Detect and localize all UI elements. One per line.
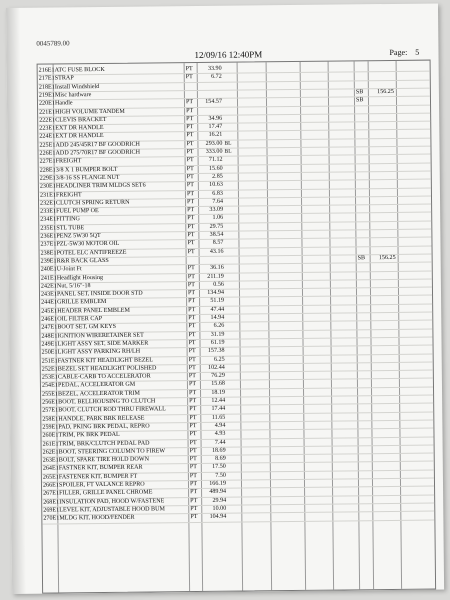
- item-price: 18.69: [211, 447, 226, 454]
- item-description: BOOT, CLUTCH ROD THRU FIREWALL: [58, 406, 166, 414]
- line-number: 233E1: [40, 208, 57, 215]
- item-description: FILLER, GRILLE PANEL CHROME: [59, 489, 153, 497]
- item-price: 18.19: [211, 389, 226, 396]
- item-price: 6.26: [213, 323, 225, 330]
- unit-code: PT: [188, 323, 196, 330]
- unit-code: PT: [190, 505, 198, 512]
- line-number: 253E1: [41, 374, 58, 381]
- line-number: 216E1: [38, 67, 55, 74]
- unit-code: PT: [189, 398, 197, 405]
- item-price: 7.44: [214, 439, 226, 446]
- item-price: 8.69: [215, 455, 226, 462]
- item-description: HEADER PANEL EMBLEM: [57, 307, 130, 315]
- item-description: LIGHT ASSY PARKING RH/LH: [57, 348, 141, 356]
- unit-code: PT: [186, 173, 194, 181]
- item-price: 47.44: [210, 306, 225, 313]
- item-description: STRAP: [54, 75, 74, 82]
- item-price: 293.00: [205, 140, 223, 147]
- unit-code: PT: [188, 364, 196, 371]
- line-number: 269E1: [43, 507, 60, 514]
- item-price: 71.12: [208, 157, 223, 164]
- item-description: TRIM, PK BRK PEDAL: [58, 432, 120, 439]
- line-number: 222E1: [39, 117, 56, 124]
- item-description: Nut, 5/16"-18: [56, 282, 91, 290]
- item-price: 31.19: [210, 331, 225, 338]
- item-description: FASTNER KIT, BUMPER REAR: [58, 464, 143, 472]
- unit-code: PT: [190, 497, 198, 504]
- unit-code: PT: [189, 431, 197, 438]
- line-number: 231E1: [39, 191, 56, 199]
- line-number: 249E1: [41, 341, 58, 348]
- item-price: 17.50: [212, 464, 226, 471]
- unit-code: PT: [185, 99, 194, 106]
- item-price: 61.19: [210, 339, 225, 346]
- item-price: 29.94: [212, 497, 227, 504]
- unit-code: PT: [189, 456, 197, 463]
- line-number: 218E1: [38, 84, 55, 91]
- line-number: 247E1: [41, 324, 58, 331]
- item-price: 43.16: [209, 248, 224, 255]
- item-price: 154.57: [205, 98, 223, 106]
- unit-code: PT: [189, 422, 197, 429]
- unit-code: PT: [188, 348, 196, 355]
- line-number: 259E1: [42, 424, 59, 431]
- unit-code: PT: [186, 190, 195, 197]
- unit-code: PT: [188, 373, 197, 380]
- item-description: HANDLE, PARK BRK RELEASE: [58, 415, 145, 423]
- unit-code: PT: [186, 149, 194, 156]
- unit-code: PT: [187, 232, 195, 239]
- line-number: 267E1: [43, 490, 60, 497]
- unit-code: PT: [188, 298, 196, 305]
- line-number: 244E1: [41, 299, 58, 307]
- line-items-table: [37, 60, 437, 594]
- item-price: 6.72: [211, 74, 222, 81]
- line-number: 229E1: [39, 175, 56, 182]
- item-price: 6.83: [212, 190, 223, 197]
- unit-code: PT: [188, 356, 196, 363]
- item-price: 17.47: [208, 123, 223, 130]
- unit-code: PT: [187, 207, 195, 214]
- line-number: 236E1: [40, 233, 57, 240]
- bl-flag: BL: [224, 140, 232, 147]
- line-number: 232E1: [40, 200, 57, 207]
- item-description: Misc hardware: [54, 92, 92, 99]
- line-number: 228E1: [39, 167, 56, 174]
- item-description: SPOILER, FT VALANCE REPRO: [58, 481, 145, 489]
- line-number: 243E1: [40, 291, 57, 298]
- item-price: 16.21: [208, 132, 223, 139]
- item-description: STL TUBE: [56, 224, 85, 232]
- line-number: 238E1: [40, 250, 57, 257]
- item-description: PEDAL, ACCELERATOR GM: [57, 382, 136, 389]
- item-price: 29.75: [209, 223, 224, 230]
- unit-code: PT: [186, 157, 194, 164]
- line-number: 251E1: [41, 357, 58, 365]
- line-number: 258E1: [42, 416, 59, 423]
- item-description: U-Joint Ft: [56, 266, 82, 273]
- item-price: 4.94: [214, 422, 226, 429]
- item-price: 33.90: [207, 65, 222, 72]
- line-number: 241E1: [40, 274, 57, 282]
- item-price: 104.94: [209, 513, 227, 521]
- line-number: 265E1: [42, 474, 59, 481]
- unit-code: PT: [187, 281, 196, 288]
- line-number: 242E1: [40, 283, 57, 290]
- item-price: 36.16: [209, 264, 224, 272]
- item-description: R&R BACK GLASS: [56, 257, 109, 265]
- item-description: Install Windshield: [54, 83, 100, 91]
- item-price: 166.19: [209, 480, 227, 487]
- unit-code: PT: [189, 481, 198, 488]
- line-number: 250E1: [41, 349, 58, 356]
- item-description: BEZEL, ACCELERATOR TRIM: [58, 390, 140, 398]
- line-number: 227E1: [39, 158, 56, 165]
- item-description: Handle: [54, 100, 73, 107]
- unit-code: PT: [186, 124, 194, 131]
- item-description: PANEL SET, INSIDE DOOR STD: [56, 290, 143, 298]
- unit-code: PT: [186, 182, 195, 189]
- unit-code: PT: [187, 240, 195, 247]
- item-description: FREIGHT: [55, 158, 82, 165]
- unit-code: PT: [187, 290, 196, 297]
- line-number: 239E1: [40, 258, 57, 265]
- item-description: FITTING: [56, 216, 80, 223]
- item-description: BOOT SET, GM KEYS: [57, 324, 117, 331]
- unit-code: PT: [186, 115, 194, 122]
- sb-flag: SB: [355, 89, 364, 96]
- line-number: 245E1: [41, 308, 58, 315]
- print-datetime: 12/09/16 12:40PM: [194, 49, 263, 61]
- sb-flag: SB: [357, 255, 366, 262]
- unit-code: PT: [187, 198, 195, 205]
- line-number: 254E1: [41, 382, 58, 390]
- page-label: Page:: [389, 47, 408, 57]
- unit-code: PT: [187, 223, 195, 230]
- item-description: POTEL ELC ANTIFREEZE: [56, 249, 127, 257]
- item-description: MLDG KIT, HOOD/FENDER: [59, 514, 135, 522]
- item-price: 333.00: [205, 148, 223, 155]
- item-description: EXT DR HANDLE: [55, 133, 104, 140]
- unit-code: PT: [186, 132, 194, 139]
- item-description: 3/8-16 SS FLANGE NUT: [55, 174, 120, 182]
- item-description: BOLT, SPARE TIRE HOLD DOWN: [58, 456, 150, 464]
- unit-code: PT: [186, 165, 194, 172]
- item-description: INSULATION PAD, HOOD W/FASTENE: [59, 497, 165, 506]
- item-description: Headlight Housing: [56, 274, 104, 281]
- line-number: 262E1: [42, 449, 59, 456]
- line-number: 252E1: [41, 366, 58, 373]
- item-description: HIGH VOLUME TANDEM: [55, 108, 125, 115]
- line-number: 219E1: [38, 92, 55, 99]
- unit-code: PT: [189, 472, 198, 479]
- line-number: 268E1: [43, 499, 60, 506]
- unit-code: PT: [188, 381, 197, 388]
- item-description: BOOT, STEERING COLUMN TO FIREW: [58, 448, 166, 456]
- item-price: 489.94: [209, 489, 227, 496]
- line-number: 235E1: [40, 225, 57, 232]
- item-description: ATC FUSE BLOCK: [54, 66, 105, 74]
- item-description: LIGHT ASSY SET, SIDE MARKER: [57, 340, 149, 348]
- item-description: GRILLE EMBLEM: [57, 299, 107, 306]
- line-number: 257E1: [42, 407, 59, 414]
- line-number: 226E1: [39, 150, 56, 157]
- unit-code: PT: [187, 265, 195, 272]
- item-description: CABLE-CARB TO ACCELERATOR: [57, 373, 151, 381]
- line-number: 221E1: [39, 108, 56, 116]
- unit-code: PT: [189, 447, 197, 454]
- item-description: FREIGHT: [55, 191, 82, 198]
- line-number: 223E1: [39, 125, 56, 132]
- item-price: 38.54: [209, 231, 224, 238]
- item-price: 7.50: [215, 472, 226, 479]
- line-number: 230E1: [39, 183, 56, 190]
- item-description: PZL-5W30 MOTOR OIL: [56, 241, 120, 248]
- line-number: 225E1: [39, 142, 56, 149]
- page-number: 5: [415, 47, 420, 57]
- item-price: 10.00: [212, 505, 227, 512]
- item-price: 7.64: [212, 198, 224, 205]
- item-price: 15.68: [211, 381, 225, 388]
- item-price: 8.57: [212, 240, 224, 247]
- document-page: [6, 3, 444, 593]
- item-price: 2.85: [212, 173, 223, 180]
- item-price: 11.65: [211, 414, 226, 421]
- unit-code: PT: [189, 406, 197, 413]
- item-price: 4.93: [214, 430, 226, 438]
- sb-flag: SB: [355, 97, 364, 104]
- unit-code: PT: [186, 107, 194, 114]
- item-description: FASTNER KIT HEADLIGHT BEZEL: [57, 356, 154, 364]
- item-description: BOOT, BELLHOUSING TO CLUTCH: [58, 398, 156, 406]
- unit-code: PT: [189, 464, 197, 471]
- bl-flag: BL: [224, 148, 232, 155]
- unit-code: PT: [185, 74, 193, 81]
- item-price: 10.63: [209, 181, 223, 189]
- item-price: 1.06: [212, 215, 224, 222]
- item-price: 12.44: [211, 397, 226, 404]
- unit-code: PT: [188, 315, 196, 322]
- item-price: 34.96: [208, 115, 223, 122]
- item-price: 76.29: [211, 372, 225, 379]
- line-number: 256E1: [42, 399, 59, 406]
- unit-code: PT: [190, 514, 198, 521]
- line-number: 255E1: [42, 391, 58, 398]
- item-price: 211.19: [207, 273, 224, 280]
- line-number: 234E1: [40, 216, 57, 224]
- item-description: FUEL PUMP OE: [56, 208, 99, 215]
- page-indicator: [389, 48, 419, 57]
- item-description: EXT DR HANDLE: [55, 125, 104, 132]
- item-price: 134.94: [207, 289, 225, 297]
- unit-code: PT: [190, 489, 198, 496]
- item-description: HEADLINER TRIM MLDGS SET6: [55, 182, 146, 190]
- line-number: 266E1: [42, 482, 59, 489]
- item-description: ADD 275/70R17 BF GOODRICH: [55, 149, 141, 157]
- item-description: PENZ 5W30 5QT: [56, 233, 101, 240]
- item-description: CLEVIS BRACKET: [55, 116, 107, 124]
- item-price: 157.38: [207, 347, 225, 355]
- item-price: 0.56: [213, 281, 224, 288]
- unit-code: PT: [189, 389, 197, 396]
- item-description: IGNITION WIRERETAINER SET: [57, 332, 144, 340]
- unit-code: PT: [185, 66, 193, 73]
- sublet-amount: 156.25: [377, 88, 394, 96]
- item-price: 17.44: [211, 406, 226, 413]
- document-id: 0045789.00: [36, 39, 70, 48]
- item-description: LEVEL KIT, ADJUSTABLE HOOD BUM: [59, 506, 165, 514]
- item-price: 15.60: [208, 165, 223, 172]
- line-number: 263E1: [42, 457, 59, 464]
- item-description: FASTENER KIT, BUMPER FT: [58, 473, 138, 481]
- line-number: 260E1: [42, 432, 59, 439]
- unit-code: PT: [187, 248, 195, 255]
- item-description: TRIM, BRK/CLUTCH PEDAL PAD: [58, 440, 150, 447]
- unit-code: PT: [188, 331, 196, 338]
- line-number: 217E1: [38, 75, 55, 82]
- page-edge-shadow: [6, 8, 26, 594]
- line-number: 224E1: [39, 133, 56, 141]
- item-description: BEZEL SET HEADLIGHT POLISHED: [57, 365, 157, 373]
- item-price: 14.94: [210, 314, 225, 321]
- line-number: 261E1: [42, 440, 59, 448]
- line-number: 270E1: [43, 515, 60, 522]
- item-description: OIL FILTER CAP: [57, 316, 103, 323]
- line-number: 240E1: [40, 266, 57, 273]
- unit-code: PT: [189, 439, 197, 446]
- item-price: 33.09: [209, 206, 224, 213]
- item-price: 51.19: [210, 298, 225, 305]
- line-number: 246E1: [41, 316, 58, 323]
- line-number: 248E1: [41, 333, 58, 340]
- sublet-amount: 156.25: [378, 254, 396, 261]
- line-number: 220E1: [38, 100, 55, 107]
- line-number: 237E1: [40, 241, 57, 248]
- item-price: 6.25: [213, 356, 225, 363]
- item-description: 3/8 X 1 BUMPER BOLT: [55, 166, 118, 174]
- line-number: 264E1: [42, 465, 59, 473]
- item-price: 102.44: [207, 364, 225, 371]
- unit-code: PT: [188, 306, 196, 313]
- unit-code: PT: [188, 339, 196, 346]
- unit-code: PT: [186, 140, 194, 147]
- item-description: PAD, PKING BRK PEDAL, REPRO: [58, 423, 150, 431]
- unit-code: PT: [187, 215, 195, 222]
- unit-code: PT: [187, 273, 195, 280]
- unit-code: PT: [189, 414, 197, 421]
- item-description: CLUTCH SPRING RETURN: [56, 199, 130, 207]
- item-description: ADD 245/45R17 BF GOODRICH: [55, 141, 140, 149]
